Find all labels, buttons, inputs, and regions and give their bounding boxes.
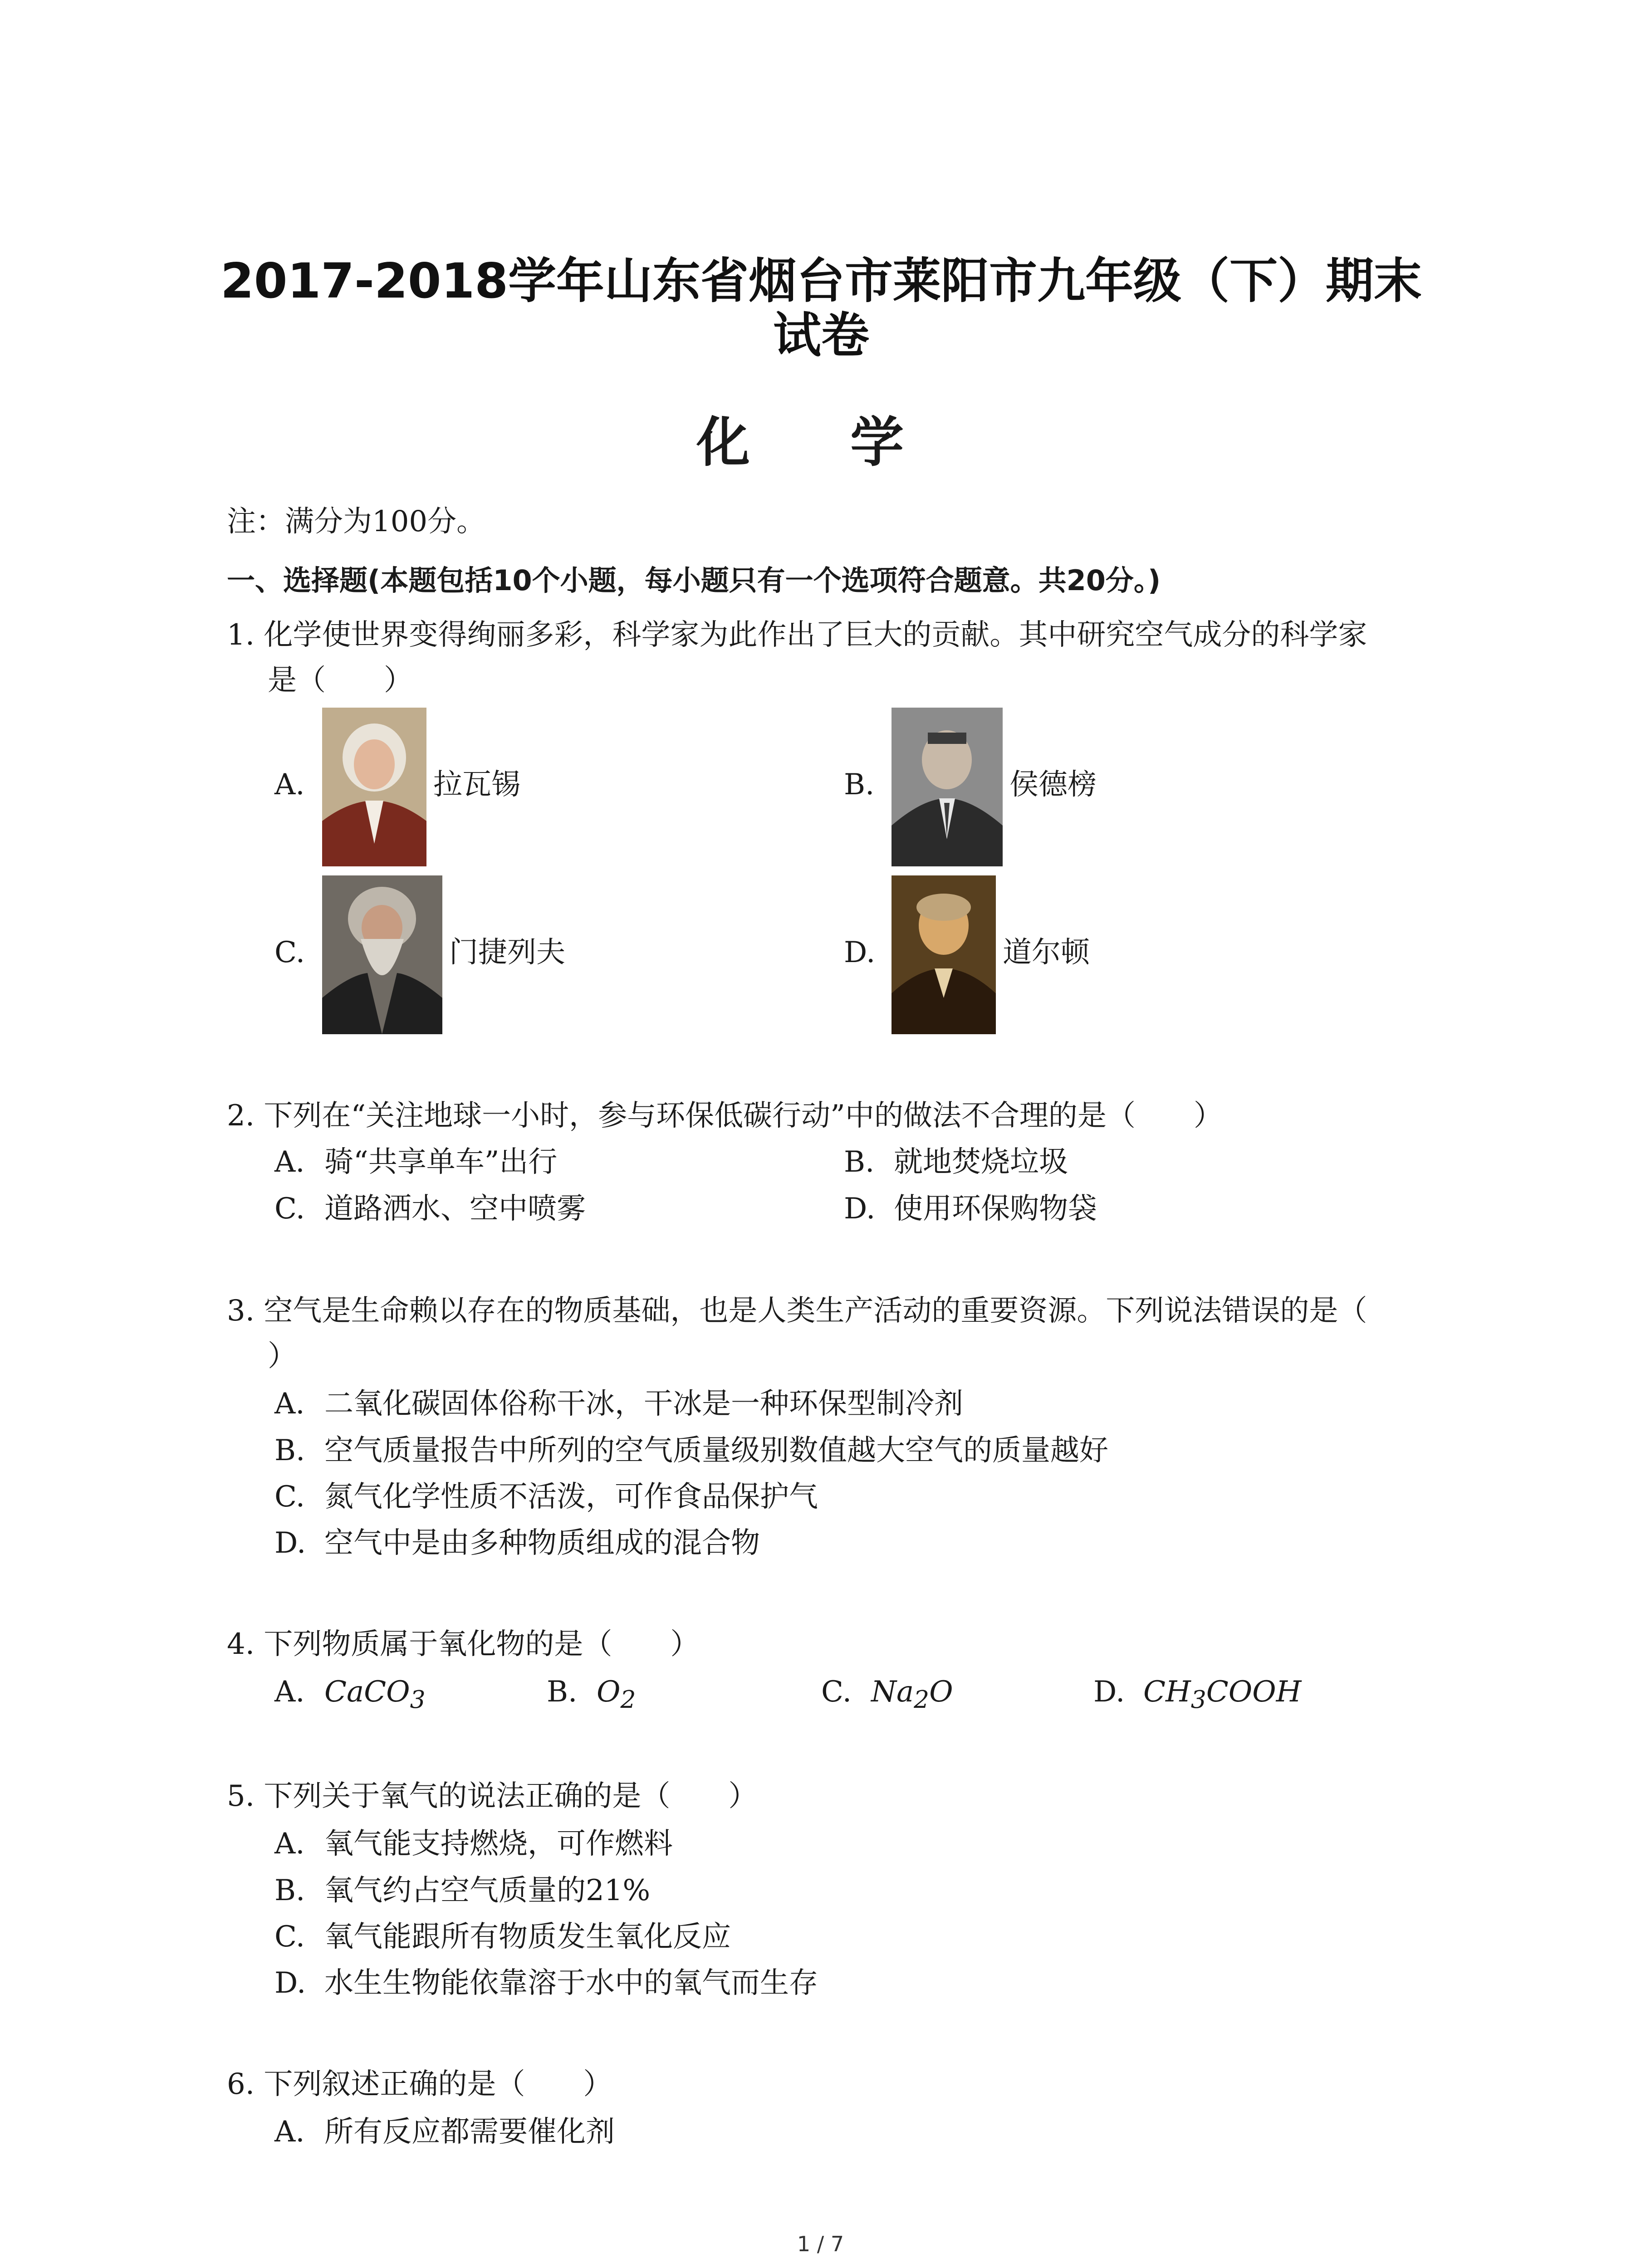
question-1-option-c-text: 门捷列夫 [449, 936, 565, 969]
question-1-option-d-text: 道尔顿 [1003, 936, 1090, 969]
question-4-option-b [547, 1674, 636, 1718]
option-letter: D. [274, 1966, 306, 2000]
formula-main: CH [1143, 1675, 1191, 1709]
question-5-stem: 5. 下列关于氧气的说法正确的是（ ） [227, 1779, 758, 1813]
portrait-hou-debang-image [892, 708, 1003, 866]
question-1-option-b-letter: B. [844, 768, 875, 802]
option-text: 骑“共享单车”出行 [324, 1145, 558, 1179]
option-text: 氮气化学性质不活泼，可作食品保护气 [324, 1480, 818, 1514]
formula-text [324, 1675, 426, 1714]
option-letter: C. [274, 1920, 305, 1954]
option-text: 所有反应都需要催化剂 [324, 2115, 615, 2149]
formula-tail: O [929, 1675, 953, 1709]
formula-subscript: 2 [914, 1685, 930, 1714]
question-5-option-d [274, 1965, 818, 2001]
question-4-option-d [1093, 1674, 1301, 1718]
formula-main: O [597, 1675, 621, 1709]
question-3-option-a [274, 1386, 963, 1422]
section-heading: 一、选择题(本题包括10个小题，每小题只有一个选项符合题意。共20分。) [227, 564, 1161, 597]
subject-title: 化 学 [696, 411, 945, 474]
option-text: 二氧化碳固体俗称干冰，干冰是一种环保型制冷剂 [324, 1387, 963, 1421]
question-1-option-c-letter: C. [274, 936, 305, 969]
option-text: 氧气能跟所有物质发生氧化反应 [324, 1920, 731, 1954]
option-letter: C. [274, 1192, 305, 1226]
formula-main: CaCO [324, 1675, 410, 1709]
question-4-option-a [274, 1674, 426, 1718]
formula-tail: COOH [1206, 1675, 1302, 1709]
question-1-option-b-text: 侯德榜 [1009, 768, 1097, 802]
option-letter: A. [274, 2115, 305, 2149]
option-text: 就地焚烧垃圾 [894, 1145, 1068, 1179]
question-5-option-a [274, 1826, 673, 1862]
question-4-stem: 4. 下列物质属于氧化物的是（ ） [227, 1628, 700, 1661]
question-1-stem-line1: 1. 化学使世界变得绚丽多彩，科学家为此作出了巨大的贡献。其中研究空气成分的科学家 [227, 618, 1367, 652]
page-number: 1 / 7 [797, 2232, 844, 2256]
question-3-stem-line1: 3. 空气是生命赖以存在的物质基础，也是人类生产活动的重要资源。下列说法错误的是（ [227, 1294, 1367, 1328]
question-5-option-c [274, 1919, 731, 1955]
formula-text [871, 1675, 953, 1714]
question-6-stem: 6. 下列叙述正确的是（ ） [227, 2068, 612, 2101]
formula-text [1143, 1675, 1302, 1714]
score-note: 注：满分为100分。 [227, 505, 486, 538]
question-2-stem: 2. 下列在“关注地球一小时，参与环保低碳行动”中的做法不合理的是（ ） [227, 1099, 1223, 1133]
exam-title-line2: 试卷 [773, 308, 869, 363]
option-letter: C. [274, 1480, 305, 1514]
exam-title-line1: 2017-2018学年山东省烟台市莱阳市九年级（下）期末 [220, 253, 1422, 309]
option-text: 道路洒水、空中喷雾 [324, 1192, 586, 1226]
question-5-option-b [274, 1872, 650, 1909]
question-4-option-c [821, 1674, 953, 1718]
portrait-dalton-image [892, 875, 996, 1034]
option-letter: A. [274, 1387, 305, 1421]
option-letter: A. [274, 1675, 305, 1709]
question-3-stem-line2: ） [268, 1339, 297, 1373]
option-letter: C. [821, 1675, 852, 1709]
question-1-option-a-letter: A. [274, 768, 305, 802]
option-text: 空气中是由多种物质组成的混合物 [324, 1526, 760, 1560]
formula-main: Na [871, 1675, 914, 1709]
question-6-option-a [274, 2114, 615, 2150]
option-text: 使用环保购物袋 [894, 1192, 1097, 1226]
formula-subscript: 3 [1190, 1685, 1206, 1714]
option-letter: B. [844, 1145, 875, 1179]
formula-subscript: 2 [620, 1685, 636, 1714]
question-1-option-d-letter: D. [844, 936, 876, 969]
formula-text [597, 1675, 636, 1714]
question-2-option-a [274, 1144, 557, 1180]
formula-subscript: 3 [410, 1685, 426, 1714]
option-letter: A. [274, 1827, 305, 1861]
question-2-option-d [844, 1191, 1097, 1227]
portrait-mendeleev-image [322, 875, 442, 1034]
question-3-option-c [274, 1479, 818, 1515]
option-text: 氧气约占空气质量的21% [324, 1874, 651, 1907]
option-text: 氧气能支持燃烧，可作燃料 [324, 1827, 673, 1861]
option-letter: B. [274, 1874, 305, 1907]
question-3-option-d [274, 1525, 760, 1561]
question-1-option-a-text: 拉瓦锡 [433, 768, 520, 802]
question-1-stem-line2: 是（ ） [268, 664, 413, 697]
option-letter: B. [547, 1675, 578, 1709]
option-letter: D. [274, 1526, 306, 1560]
option-letter: D. [1093, 1675, 1125, 1709]
question-2-option-b [844, 1144, 1068, 1180]
portrait-lavoisier-image [322, 708, 426, 866]
option-text: 空气质量报告中所列的空气质量级别数值越大空气的质量越好 [324, 1434, 1108, 1467]
option-letter: D. [844, 1192, 876, 1226]
option-text: 水生生物能依靠溶于水中的氧气而生存 [324, 1966, 818, 2000]
question-2-option-c [274, 1191, 586, 1227]
question-3-option-b [274, 1432, 1108, 1469]
option-letter: B. [274, 1434, 305, 1467]
option-letter: A. [274, 1145, 305, 1179]
